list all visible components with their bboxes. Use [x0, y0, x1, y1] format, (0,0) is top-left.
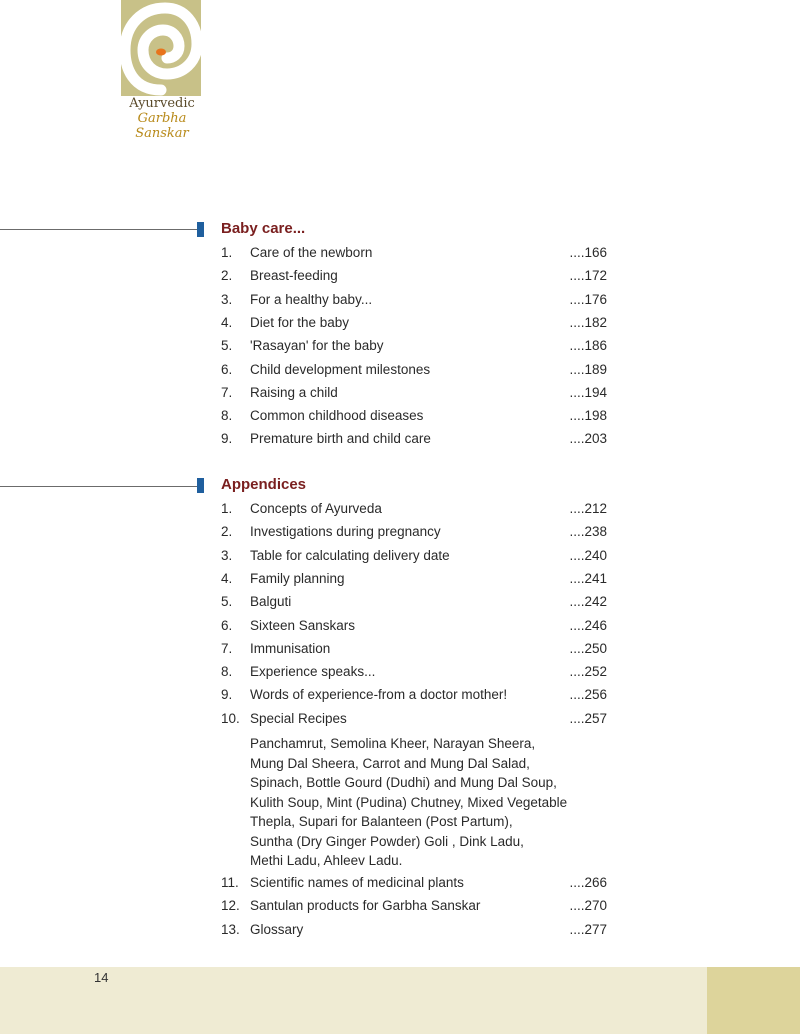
toc-entry-page: ....212 — [569, 501, 607, 516]
recipe-line: Kulith Soup, Mint (Pudina) Chutney, Mixed Vegetable — [250, 794, 568, 810]
toc-entry-title: Table for calculating delivery date — [250, 547, 450, 563]
footer-accent — [707, 967, 800, 1034]
logo — [121, 0, 201, 96]
toc-entry-page: ....198 — [569, 408, 607, 424]
toc-entry-number: 9. — [221, 687, 233, 703]
toc-entry-page: ....194 — [569, 384, 607, 400]
toc-entry[interactable] — [221, 266, 611, 286]
toc-entry-page: ....176 — [569, 291, 607, 307]
logo-title-line1: Ayurvedic — [129, 96, 195, 111]
logo-text — [110, 96, 214, 141]
toc-entry-title: Balguti — [250, 594, 292, 610]
section-marker — [197, 478, 204, 493]
toc-entry[interactable] — [221, 522, 611, 542]
toc-entry-number: 5. — [221, 338, 233, 354]
toc-entry-title: Common childhood diseases — [250, 408, 424, 424]
section-marker — [197, 222, 204, 237]
toc-entry[interactable] — [221, 429, 611, 449]
toc-entry-number: 4. — [221, 314, 233, 330]
toc-entry-number: 9. — [221, 431, 233, 447]
toc-entry-page: ....172 — [569, 268, 607, 284]
toc-entry-title: Immunisation — [250, 640, 331, 656]
toc-entry-number: 5. — [221, 594, 233, 610]
toc-entry[interactable] — [221, 360, 611, 380]
toc-entry-title: Family planning — [250, 570, 345, 586]
toc-entry-number: 3. — [221, 547, 233, 563]
logo-title-line2: Garbha Sanskar — [135, 111, 189, 141]
toc-entry-number: 1. — [221, 501, 233, 516]
toc-entry-title: Investigations during pregnancy — [250, 524, 441, 540]
toc-entry-title: Raising a child — [250, 384, 338, 400]
toc-entry[interactable] — [221, 616, 611, 636]
recipe-line: Thepla, Supari for Balanteen (Post Partum), — [250, 814, 513, 829]
recipe-line: Panchamrut, Semolina Kheer, Narayan Sheera, — [250, 736, 536, 751]
toc-entry-number: 10. — [221, 710, 240, 726]
toc-entry-number: 6. — [221, 617, 233, 633]
toc-entry-page: ....256 — [569, 687, 607, 703]
toc-entry-title: Care of the newborn — [250, 245, 373, 260]
toc-entry[interactable] — [221, 592, 611, 612]
toc-entry[interactable] — [221, 406, 611, 426]
toc-entry-page: ....182 — [569, 314, 607, 330]
toc-entry-number: 2. — [221, 268, 233, 284]
toc-entry-page: ....203 — [569, 431, 607, 447]
toc-entry[interactable] — [221, 685, 611, 705]
toc-entry-title: Experience speaks... — [250, 664, 376, 680]
toc-entry-number: 7. — [221, 384, 233, 400]
toc-entry-number: 4. — [221, 570, 233, 586]
toc-entry-page: ....238 — [569, 524, 607, 540]
toc-entry-title: Breast-feeding — [250, 268, 338, 284]
toc-entry-title: Sixteen Sanskars — [250, 617, 356, 633]
toc-entry-number: 3. — [221, 291, 233, 307]
toc-entry[interactable] — [221, 873, 611, 893]
recipe-line: Methi Ladu, Ahleev Ladu. — [250, 853, 403, 868]
toc-entry-title: For a healthy baby... — [250, 291, 373, 307]
toc-entry[interactable] — [221, 662, 611, 682]
toc-entry-page: ....252 — [569, 664, 607, 680]
toc-entry-page: ....189 — [569, 361, 607, 377]
section-divider — [0, 486, 197, 487]
section-heading-baby-care: Baby care... — [221, 220, 306, 237]
toc-entry[interactable] — [221, 639, 611, 659]
toc-entry-page: ....266 — [569, 875, 607, 890]
toc-entry-page: ....186 — [569, 338, 607, 354]
toc-entry[interactable] — [221, 313, 611, 333]
toc-entry-page: ....241 — [569, 570, 607, 586]
toc-entry-page: ....246 — [569, 617, 607, 633]
toc-entry[interactable] — [221, 546, 611, 566]
toc-entry-number: 11. — [221, 875, 239, 890]
section-heading-appendices: Appendices — [221, 476, 307, 493]
recipes-sublist — [250, 734, 610, 871]
toc-entry-title: 'Rasayan' for the baby — [250, 338, 384, 354]
toc-entry-number: 13. — [221, 921, 240, 937]
toc-entry-title: Glossary — [250, 921, 304, 937]
toc-entry[interactable] — [221, 383, 611, 403]
toc-entry-number: 12. — [221, 898, 240, 914]
toc-entry[interactable] — [221, 499, 611, 519]
toc-entry[interactable] — [221, 920, 611, 940]
toc-entry-page: ....242 — [569, 594, 607, 610]
toc-entry-page: ....270 — [569, 898, 607, 914]
toc-entry-page: ....166 — [569, 245, 607, 260]
section-divider — [0, 229, 197, 230]
toc-entry-number: 8. — [221, 664, 233, 680]
toc-entry-title: Premature birth and child care — [250, 431, 431, 447]
toc-entry[interactable] — [221, 243, 611, 263]
toc-entry[interactable] — [221, 569, 611, 589]
toc-entry-page: ....277 — [569, 921, 607, 937]
toc-entry-title: Scientific names of medicinal plants — [250, 875, 464, 890]
toc-entry-number: 1. — [221, 245, 233, 260]
recipe-line: Spinach, Bottle Gourd (Dudhi) and Mung Dal Soup, — [250, 775, 557, 790]
toc-entry[interactable] — [221, 896, 611, 916]
recipe-line: Mung Dal Sheera, Carrot and Mung Dal Salad, — [250, 755, 530, 771]
recipe-line: Suntha (Dry Ginger Powder) Goli , Dink Ladu, — [250, 833, 524, 849]
toc-entry-page: ....257 — [569, 710, 607, 726]
spiral-logo-icon — [121, 0, 201, 96]
toc-entry-page: ....250 — [569, 640, 607, 656]
page-number: 14 — [94, 970, 109, 985]
toc-entry-number: 7. — [221, 640, 233, 656]
toc-entry[interactable] — [221, 290, 611, 310]
toc-entry-title: Santulan products for Garbha Sanskar — [250, 898, 481, 914]
toc-entry-title: Words of experience-from a doctor mother! — [250, 687, 508, 703]
toc-entry[interactable] — [221, 336, 611, 356]
toc-entry-title: Child development milestones — [250, 361, 431, 377]
toc-entry-title: Concepts of Ayurveda — [250, 501, 382, 516]
toc-entry-number: 6. — [221, 361, 233, 377]
toc-entry-page: ....240 — [569, 547, 607, 563]
toc-entry[interactable] — [221, 709, 611, 729]
toc-entry-title: Diet for the baby — [250, 314, 350, 330]
toc-entry-number: 8. — [221, 408, 233, 424]
toc-entry-title: Special Recipes — [250, 710, 347, 726]
toc-entry-number: 2. — [221, 524, 233, 540]
